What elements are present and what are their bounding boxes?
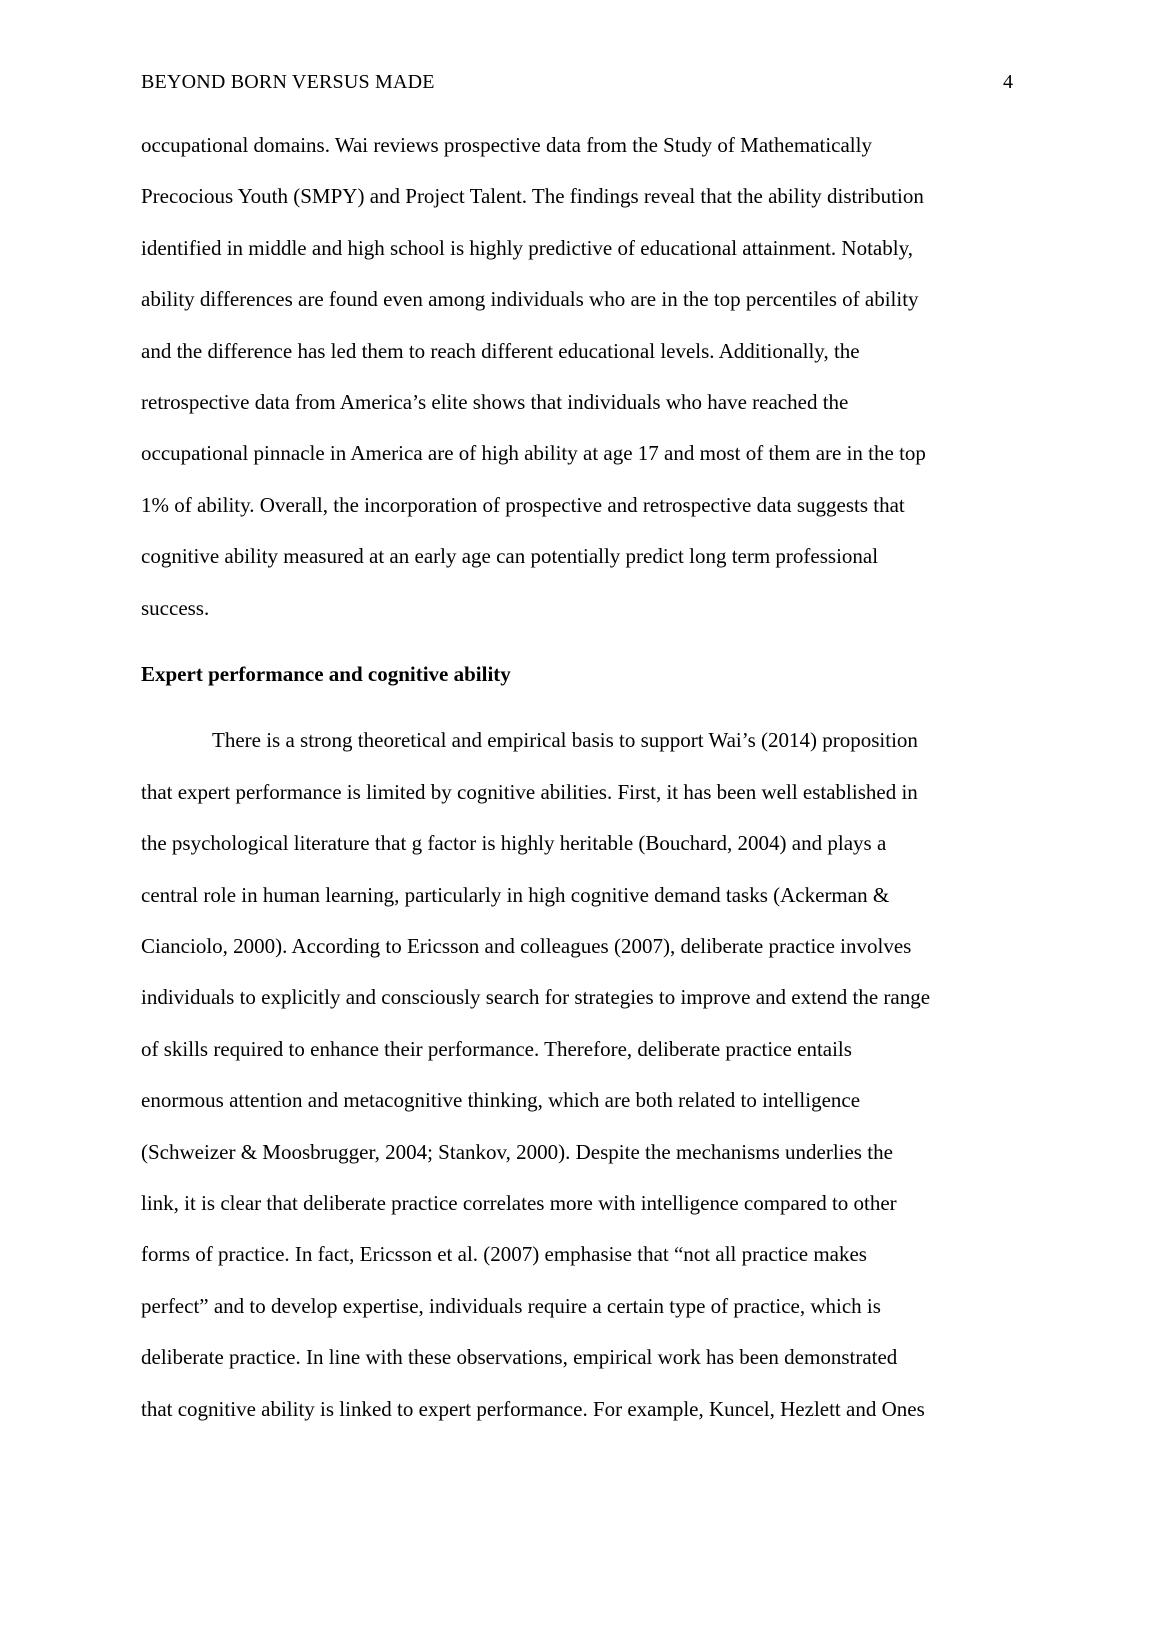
- paragraph-line: Cianciolo, 2000). According to Ericsson and colleagues (2007), deliberate practice involves: [141, 934, 912, 958]
- paragraph-line: There is a strong theoretical and empirical basis to support Wai’s (2014) proposition: [212, 728, 918, 752]
- paragraph-line: the psychological literature that g factor is highly heritable (Bouchard, 2004) and plays a: [141, 831, 887, 855]
- paragraph-line: 1% of ability. Overall, the incorporation of prospective and retrospective data suggests that: [141, 493, 905, 517]
- paragraph-line: and the difference has led them to reach different educational levels. Additionally, the: [141, 339, 860, 363]
- paragraph-line: deliberate practice. In line with these observations, empirical work has been demonstrated: [141, 1345, 898, 1369]
- paragraph-line: central role in human learning, particularly in high cognitive demand tasks (Ackerman &: [141, 883, 890, 907]
- page-number: 4: [1003, 71, 1013, 93]
- paragraph-line: that expert performance is limited by cognitive abilities. First, it has been well established in: [141, 780, 918, 804]
- paragraph-line: of skills required to enhance their performance. Therefore, deliberate practice entails: [141, 1037, 852, 1061]
- paragraph-line: (Schweizer & Moosbrugger, 2004; Stankov, 2000). Despite the mechanisms underlies the: [141, 1140, 893, 1164]
- paragraph-line: identified in middle and high school is highly predictive of educational attainment. Notably,: [141, 236, 913, 260]
- paragraph-line: Precocious Youth (SMPY) and Project Talent. The findings reveal that the ability distribution: [141, 184, 924, 208]
- section-heading: Expert performance and cognitive ability: [141, 662, 511, 686]
- paragraph-line: occupational pinnacle in America are of high ability at age 17 and most of them are in the top: [141, 441, 926, 465]
- paragraph-line: ability differences are found even among individuals who are in the top percentiles of ability: [141, 287, 919, 311]
- paragraph-line: forms of practice. In fact, Ericsson et al. (2007) emphasise that “not all practice makes: [141, 1242, 867, 1266]
- running-head: BEYOND BORN VERSUS MADE: [141, 71, 435, 93]
- paragraph-line: cognitive ability measured at an early age can potentially predict long term professional: [141, 544, 879, 568]
- paragraph-line: occupational domains. Wai reviews prospective data from the Study of Mathematically: [141, 133, 872, 157]
- paragraph-line: that cognitive ability is linked to expert performance. For example, Kuncel, Hezlett and Ones: [141, 1397, 925, 1421]
- paragraph-line: individuals to explicitly and consciously search for strategies to improve and extend the range: [141, 985, 931, 1009]
- paragraph-line: perfect” and to develop expertise, individuals require a certain type of practice, which is: [141, 1294, 881, 1318]
- paragraph-line: link, it is clear that deliberate practice correlates more with intelligence compared to other: [141, 1191, 897, 1215]
- paragraph-line: retrospective data from America’s elite shows that individuals who have reached the: [141, 390, 849, 414]
- paragraph-line: enormous attention and metacognitive thinking, which are both related to intelligence: [141, 1088, 861, 1112]
- paragraph-line: success.: [141, 596, 210, 620]
